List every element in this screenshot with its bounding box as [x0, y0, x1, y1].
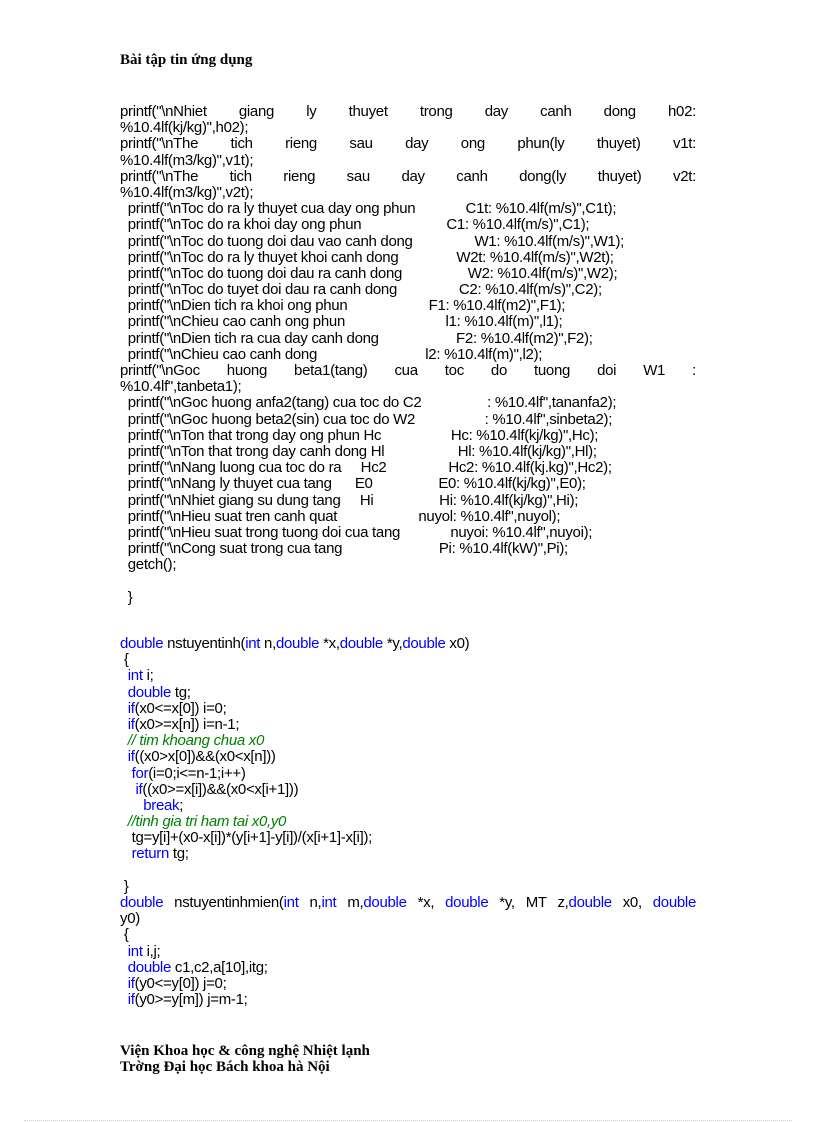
- code-line: [120, 668, 696, 684]
- code-line: [120, 557, 696, 573]
- code-line: [120, 509, 696, 525]
- footer-institute: Viện Khoa học & công nghệ Nhiệt lạnh: [120, 1043, 370, 1059]
- code-text: [120, 733, 128, 749]
- code-line: [120, 573, 696, 589]
- code-keyword: if: [127, 716, 135, 733]
- code-text: {: [120, 927, 129, 944]
- code-text: getch();: [120, 557, 177, 574]
- code-line: [120, 944, 696, 960]
- code-keyword: int: [245, 636, 261, 652]
- code-text: %10.4lf(m3/kg)",v1t);: [120, 152, 254, 169]
- page-header: Bài tập tin ứng dụng: [120, 52, 253, 68]
- code-line: [120, 541, 696, 557]
- code-keyword: double: [568, 895, 612, 911]
- code-text: nstuyentinh(: [163, 636, 246, 652]
- code-text: (x0>=x[n]) i=n-1;: [134, 716, 240, 733]
- code-line: [120, 911, 696, 927]
- code-text: [120, 782, 135, 798]
- code-line: [120, 476, 696, 492]
- code-line: [120, 717, 696, 733]
- code-text: [120, 766, 132, 782]
- code-line: [120, 298, 696, 314]
- code-text: i,j;: [142, 943, 161, 960]
- code-keyword: if: [127, 975, 135, 992]
- code-keyword: double: [127, 684, 171, 701]
- code-text: printf("\nNhiet giang su dung tang Hi Hi: %10.4lf(kj/kg)",Hi);: [120, 492, 579, 509]
- code-line: [120, 444, 696, 460]
- code-keyword: double: [363, 895, 407, 911]
- code-text: printf("\nGoc huong anfa2(tang) cua toc do C2 : %10.4lf",tananfa2);: [120, 395, 617, 412]
- footer-university: Trờng Đại học Bách khoa hà Nội: [120, 1059, 330, 1075]
- code-line: [120, 136, 696, 152]
- code-keyword: if: [127, 749, 135, 766]
- code-text: *y,: [382, 636, 403, 652]
- code-line: [120, 314, 696, 330]
- code-line: [120, 525, 696, 541]
- code-line: [120, 927, 696, 943]
- code-text: ((x0>=x[i])&&(x0<x[i+1])): [142, 781, 299, 798]
- code-keyword: int: [321, 895, 337, 911]
- code-line: [120, 992, 696, 1008]
- code-line: [120, 652, 696, 668]
- code-text: n,: [260, 636, 276, 652]
- code-line: [120, 120, 696, 136]
- code-keyword: double: [120, 636, 164, 652]
- code-text: printf("\nDien tich ra cua day canh dong F2: %10.4lf(m2)",F2);: [120, 330, 593, 347]
- code-text: printf("\nHieu suat tren canh quat nuyol: %10.4lf",nuyol);: [120, 508, 561, 525]
- code-line: [120, 347, 696, 363]
- code-line: [120, 153, 696, 169]
- code-keyword: break: [143, 797, 180, 814]
- code-text: tg;: [169, 846, 189, 863]
- code-text: ;: [179, 797, 184, 814]
- code-line: [120, 363, 696, 379]
- code-text: [120, 717, 128, 733]
- code-text: tg=y[i]+(x0-x[i])*(y[i+1]-y[i])/(x[i+1]-x[i]);: [120, 830, 373, 847]
- code-text: *x,: [406, 895, 446, 911]
- code-keyword: return: [131, 846, 169, 863]
- code-text: x0): [445, 636, 470, 652]
- code-keyword: if: [135, 781, 143, 798]
- code-text: printf("\nNang luong cua toc do ra Hc2 Hc2: %10.4lf(kj.kg)",Hc2);: [120, 460, 612, 477]
- code-text: [120, 814, 128, 830]
- code-line: [120, 749, 696, 765]
- code-keyword: int: [283, 895, 299, 911]
- code-text: (y0>=y[m]) j=m-1;: [134, 992, 248, 1009]
- code-text: printf("\nChieu cao canh dong l2: %10.4lf(m)",l2);: [120, 346, 543, 363]
- code-line: [120, 282, 696, 298]
- code-keyword: double: [339, 636, 383, 652]
- code-text: printf("\nTon that trong day canh dong Hl Hl: %10.4lf(kj/kg)",Hl);: [120, 443, 597, 460]
- code-text: printf("\nNhiet giang ly thuyet trong day canh dong h02:: [120, 104, 696, 120]
- code-keyword: double: [402, 636, 446, 652]
- code-line: [120, 104, 696, 120]
- code-text: }: [120, 589, 133, 606]
- code-line: [120, 250, 696, 266]
- code-line: [120, 201, 696, 217]
- code-text: nstuyentinhmien(: [163, 895, 284, 911]
- code-line: [120, 234, 696, 250]
- code-text: [120, 976, 128, 992]
- code-text: (x0<=x[0]) i=0;: [134, 700, 227, 717]
- code-comment: //tinh gia tri ham tai x0,y0: [127, 814, 287, 831]
- code-text: [120, 798, 143, 814]
- code-keyword: for: [131, 765, 149, 782]
- code-line: [120, 395, 696, 411]
- code-keyword: double: [445, 895, 489, 911]
- code-line: [120, 428, 696, 444]
- code-text: n,: [298, 895, 322, 911]
- code-line: [120, 798, 696, 814]
- code-text: printf("\nThe tich rieng sau day ong phun(ly thuyet) v1t:: [120, 136, 696, 153]
- code-text: (i=0;i<=n-1;i++): [148, 765, 246, 782]
- code-text: printf("\nThe tich rieng sau day canh dong(ly thuyet) v2t:: [120, 168, 696, 185]
- code-line: [120, 879, 696, 895]
- code-text: printf("\nToc do ra khoi day ong phun C1: %10.4lf(m/s)",C1);: [120, 217, 590, 234]
- code-line: [120, 169, 696, 185]
- code-text: printf("\nNang ly thuyet cua tang E0 E0: %10.4lf(kj/kg)",E0);: [120, 476, 586, 493]
- code-line: [120, 460, 696, 476]
- code-keyword: double: [127, 959, 171, 976]
- code-line: [120, 701, 696, 717]
- code-text: [120, 701, 128, 717]
- code-line: [120, 814, 696, 830]
- code-text: tg;: [171, 684, 191, 701]
- code-line: [120, 685, 696, 701]
- code-text: printf("\nToc do tuyet doi dau ra canh dong C2: %10.4lf(m/s)",C2);: [120, 282, 602, 299]
- code-keyword: double: [652, 895, 696, 911]
- code-text: (y0<=y[0]) j=0;: [134, 975, 227, 992]
- code-keyword: int: [127, 943, 143, 960]
- code-text: printf("\nDien tich ra khoi ong phun F1: %10.4lf(m2)",F1);: [120, 298, 566, 315]
- code-text: y0): [120, 911, 140, 928]
- code-text: printf("\nGoc huong beta1(tang) cua toc do tuong doi W1 :: [120, 363, 696, 379]
- code-line: [120, 493, 696, 509]
- code-text: c1,c2,a[10],itg;: [171, 959, 268, 976]
- code-text: printf("\nTon that trong day ong phun Hc Hc: %10.4lf(kj/kg)",Hc);: [120, 427, 599, 444]
- code-keyword: int: [127, 668, 143, 685]
- code-text: {: [120, 652, 129, 669]
- code-text: [120, 846, 132, 862]
- code-text: i;: [142, 668, 154, 685]
- code-line: [120, 217, 696, 233]
- code-comment: // tim khoang chua x0: [127, 733, 265, 750]
- code-line: [120, 863, 696, 879]
- code-text: printf("\nCong suat trong cua tang Pi: %10.4lf(kW)",Pi);: [120, 541, 568, 558]
- code-text: printf("\nToc do ra ly thuyet cua day ong phun C1t: %10.4lf(m/s)",C1t);: [120, 201, 617, 218]
- code-text: printf("\nToc do tuong doi dau ra canh dong W2: %10.4lf(m/s)",W2);: [120, 265, 618, 282]
- code-block-printf-output: [120, 104, 696, 606]
- code-text: [120, 685, 128, 701]
- code-text: *x,: [319, 636, 340, 652]
- code-text: x0,: [611, 895, 653, 911]
- code-keyword: double: [275, 636, 320, 652]
- code-text: printf("\nToc do ra ly thuyet khoi canh dong W2t: %10.4lf(m/s)",W2t);: [120, 249, 614, 266]
- code-text: %10.4lf(m3/kg)",v2t);: [120, 184, 254, 201]
- code-line: [120, 846, 696, 862]
- code-block-interpolation-functions: [120, 636, 696, 1008]
- code-text: *y, MT z,: [488, 895, 569, 911]
- code-line: [120, 976, 696, 992]
- page-bottom-rule: [24, 1120, 792, 1121]
- code-text: printf("\nToc do tuong doi dau vao canh dong W1: %10.4lf(m/s)",W1);: [120, 233, 625, 250]
- code-line: [120, 766, 696, 782]
- code-line: [120, 733, 696, 749]
- code-text: m,: [336, 895, 364, 911]
- code-text: %10.4lf(kj/kg)",h02);: [120, 120, 249, 137]
- code-line: [120, 830, 696, 846]
- code-text: [120, 668, 128, 684]
- code-line: [120, 379, 696, 395]
- code-text: [120, 960, 128, 976]
- code-line: [120, 960, 696, 976]
- code-text: [120, 749, 128, 765]
- page-footer: [120, 1043, 370, 1075]
- code-line: [120, 412, 696, 428]
- code-line: [120, 331, 696, 347]
- code-text: printf("\nHieu suat trong tuong doi cua tang nuyoi: %10.4lf",nuyoi);: [120, 524, 593, 541]
- code-line: [120, 636, 696, 652]
- code-text: printf("\nChieu cao canh ong phun l1: %10.4lf(m)",l1);: [120, 314, 563, 331]
- code-line: [120, 782, 696, 798]
- code-line: [120, 185, 696, 201]
- code-text: [120, 992, 128, 1008]
- code-keyword: if: [127, 700, 135, 717]
- code-keyword: double: [120, 895, 164, 911]
- code-line: [120, 895, 696, 911]
- code-line: [120, 266, 696, 282]
- code-keyword: if: [127, 992, 135, 1009]
- code-text: printf("\nGoc huong beta2(sin) cua toc do W2 : %10.4lf",sinbeta2);: [120, 411, 613, 428]
- code-line: [120, 590, 696, 606]
- code-text: ((x0>x[0])&&(x0<x[n])): [134, 749, 276, 766]
- code-text: }: [120, 878, 129, 895]
- code-text: [120, 944, 128, 960]
- code-text: %10.4lf",tanbeta1);: [120, 379, 242, 396]
